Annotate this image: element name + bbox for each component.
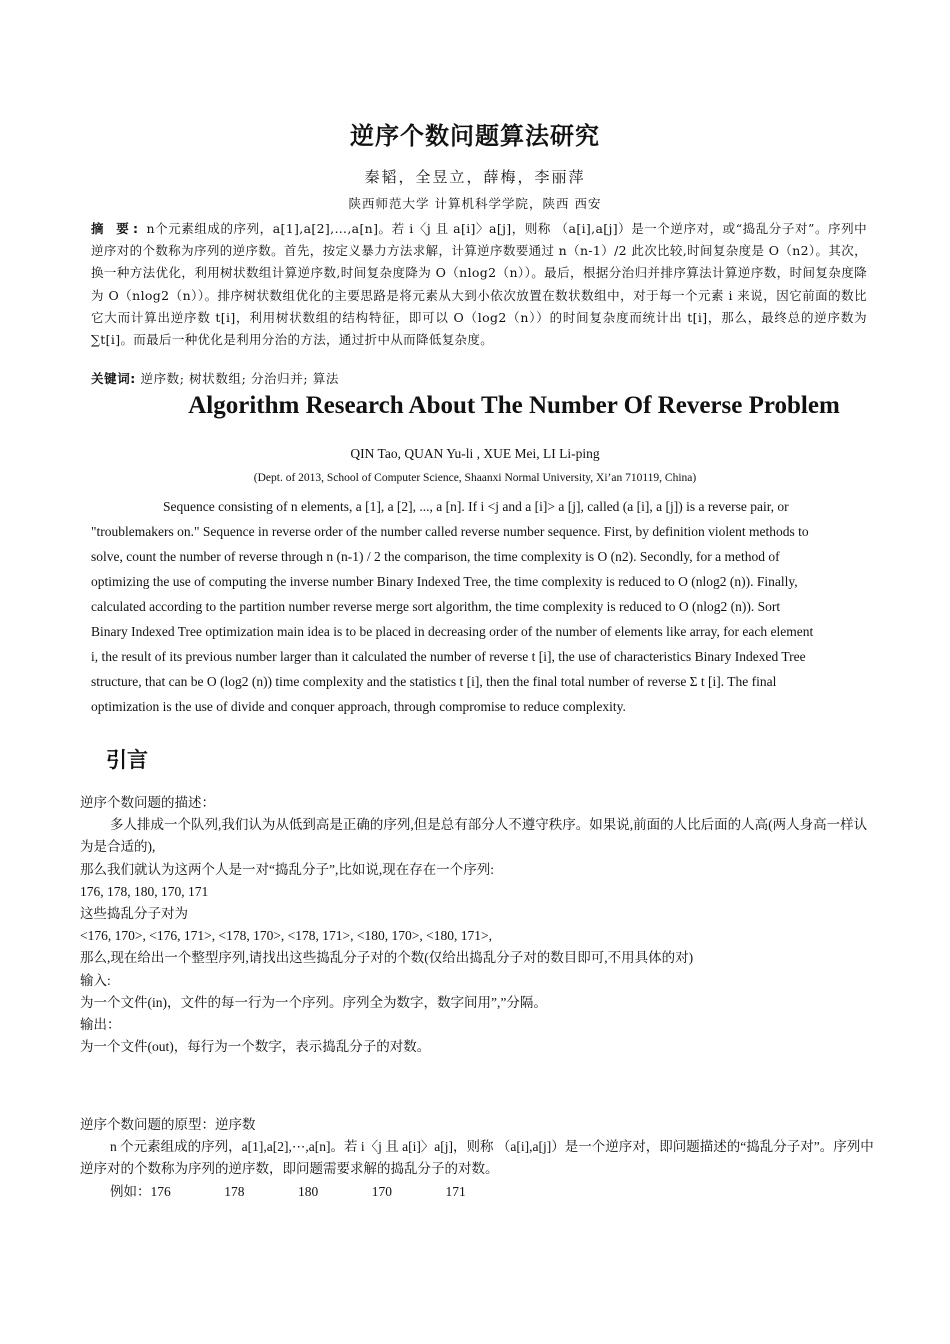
prototype-body [80, 1114, 880, 1203]
output-label: 输出： [80, 1017, 121, 1033]
abstract-english [91, 494, 859, 719]
output-text: 为一个文件(out)，每行为一个数字，表示捣乱分子的对数。 [80, 1039, 431, 1055]
affiliation-chinese: 陕西师范大学 计算机科学学院，陕西 西安 [348, 196, 602, 211]
title-english: Algorithm Research About The Number Of Reverse Problem [188, 392, 840, 419]
abstract-english-line: Sequence consisting of n elements, a [1], a [2], ..., a [n]. If i <j and a [i]> a [j], called (a [i], a [j]) is a reverse pair, or [163, 499, 789, 514]
abstract-english-line: Binary Indexed Tree optimization main idea is to be placed in decreasing order of the number of elements like array, for each element [91, 624, 814, 639]
abstract-english-line: optimizing the use of computing the inverse number Binary Indexed Tree, the time complexity is reduced to O (nlog2 (n)). Finally, [91, 574, 798, 589]
abstract-english-line: "troublemakers on." Sequence in reverse order of the number called reverse number sequence. First, by definition violent methods to [91, 524, 809, 539]
affiliation-english: (Dept. of 2013, School of Computer Science, Shaanxi Normal University, Xi’an 710119, China) [253, 472, 697, 484]
abstract-english-line: structure, that can be O (log2 (n)) time complexity and the statistics t [i], then the final total number of reverse Σ t [i]. The final [91, 674, 777, 689]
prototype-label: 逆序个数问题的原型：逆序数 [80, 1117, 256, 1132]
title-chinese: 逆序个数问题算法研究 [350, 122, 600, 150]
authors-english: QIN Tao, QUAN Yu-li , XUE Mei, LI Li-ping [350, 446, 600, 461]
pairs-label: 这些捣乱分子对为 [80, 906, 188, 922]
intro-body [80, 792, 880, 1058]
example-sequence: 176, 178, 180, 170, 171 [80, 883, 209, 899]
abstract-label: 摘 要: [91, 221, 142, 236]
example-line: 例如：176 178 180 170 171 [110, 1183, 466, 1199]
prototype-paragraph: n 个元素组成的序列，a[1],a[2],⋯,a[n]。若 i〈j 且 a[i]〉a[j]，则称 （a[i],a[j]）是一个逆序对，即问题描述的“捣乱分子对”。序列中逆序对的个数称为序列的逆序数，即问题需要求解的捣乱分子的对数。 [80, 1139, 874, 1177]
abstract-english-line: calculated according to the partition number reverse merge sort algorithm, the time complexity is reduced to O (nlog2 (n)). Sort [91, 599, 781, 614]
problem-description-paragraph: 多人排成一个队列,我们认为从低到高是正确的序列,但是总有部分人不遵守秩序。如果说,前面的人比后面的人高(两人身高一样认为是合适的), [80, 817, 868, 855]
abstract-english-line: optimization is the use of divide and conquer approach, through compromise to reduce complexity. [91, 699, 626, 714]
input-text: 为一个文件(in)，文件的每一行为一个序列。序列全为数字，数字间用”,”分隔。 [80, 994, 547, 1010]
authors-chinese: 秦韬，全昱立，薛梅，李丽萍 [364, 168, 586, 186]
keywords-label: 关键词: [91, 371, 136, 386]
problem-description-label: 逆序个数问题的描述： [80, 795, 215, 810]
section-heading-introduction: 引言 [106, 748, 148, 772]
problem-description-continuation: 那么我们就认为这两个人是一对“捣乱分子”,比如说,现在存在一个序列: [80, 861, 494, 877]
abstract-english-line: solve, count the number of reverse through n (n-1) / 2 the comparison, the time complexity is O (n2). Secondly, for a method of [91, 549, 780, 564]
keywords-chinese [91, 369, 339, 387]
abstract-english-line: i, the result of its previous number larger than it calculated the number of reverse t [i], the use of characteristics Binary Indexed Tree [91, 649, 806, 664]
abstract-chinese [91, 218, 867, 351]
keywords-text: 逆序数; 树状数组; 分治归并; 算法 [135, 371, 339, 386]
pairs-list: <176, 170>, <176, 171>, <178, 170>, <178, 171>, <180, 170>, <180, 171>, [80, 928, 492, 944]
abstract-text: n个元素组成的序列，a[1],a[2],…,a[n]。若 i〈j 且 a[i]〉a[j]，则称 （a[i],a[j]）是一个逆序对，或“捣乱分子对”。序列中逆序对的个数称为序列的逆序数。首先，按定义暴力方法求解，计算逆序数要通过 n（n-1）/2 此次比较,时间复杂度是 O（n2）。其次，换一种方法优化，利用树状数组计算逆序数,时间复杂度降为 O（nlog2（n））。最后，根据分治归并排序算法计算逆序数，时间复杂度降为 O（nlog2（n））。排序树状数组优化的主要思路是将元素从大到小依次放置在数状数组中，对于每一个元素 i 来说，因它前面的数比它大而计算出逆序数 t[i]，利用树状数组的结构特征，即可以 O（log2（n））的时间复杂度而统计出 t[i]，那么，最终总的逆序数为∑t[i]。而最后一种优化是利用分治的方法，通过折中从而降低复杂度。 [91, 221, 867, 348]
task-statement: 那么,现在给出一个整型序列,请找出这些捣乱分子对的个数(仅给出捣乱分子对的数目即可,不用具体的对) [80, 950, 694, 966]
input-label: 输入: [80, 972, 111, 988]
